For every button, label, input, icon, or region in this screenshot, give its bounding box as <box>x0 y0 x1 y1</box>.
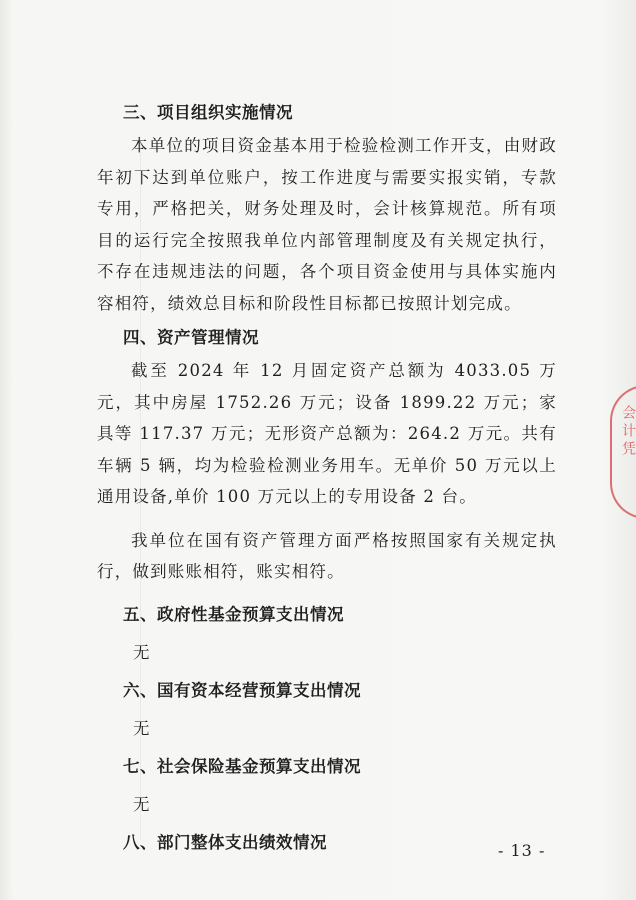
section-3-heading: 三、项目组织实施情况 <box>123 103 293 122</box>
section-8-heading: 八、部门整体支出绩效情况 <box>123 832 327 852</box>
page-number: - 13 - <box>498 841 546 860</box>
section-4-heading: 四、资产管理情况 <box>123 328 259 347</box>
section-4-paragraph-1: 截至 2024 年 12 月固定资产总额为 4033.05 万元，其中房屋 1752.26 万元；设备 1899.22 万元；家具等 117.37 万元；无形资产总额为：264.2 万元。共有车辆 5 辆，均为检验检测业务用车。无单价 50 万元以上通用设备,单价 100 万元以上的专用设备 2 台。 <box>97 361 557 506</box>
section-6-body: 无 <box>133 718 150 738</box>
seal-text: 会计凭 <box>620 405 636 459</box>
red-seal-stamp <box>610 385 636 519</box>
section-7-heading: 七、社会保险基金预算支出情况 <box>123 756 361 776</box>
section-5-body: 无 <box>133 642 150 662</box>
section-6-heading: 六、国有资本经营预算支出情况 <box>123 680 361 700</box>
section-4-paragraph-2: 我单位在国有资产管理方面严格按照国家有关规定执行，做到账账相符，账实相符。 <box>97 530 557 581</box>
section-5-heading: 五、政府性基金预算支出情况 <box>123 604 344 624</box>
section-3-paragraph: 本单位的项目资金基本用于检验检测工作开支，由财政年初下达到单位账户，按工作进度与需要实报实销，专款专用，严格把关，财务处理及时，会计核算规范。所有项目的运行完全按照我单位内部管理制度及有关规定执行，不存在违规违法的问题，各个项目资金使用与具体实施内容相符，绩效总目标和阶段性目标都已按照计划完成。 <box>97 136 557 313</box>
section-7-body: 无 <box>133 794 150 814</box>
document-body <box>97 100 557 856</box>
